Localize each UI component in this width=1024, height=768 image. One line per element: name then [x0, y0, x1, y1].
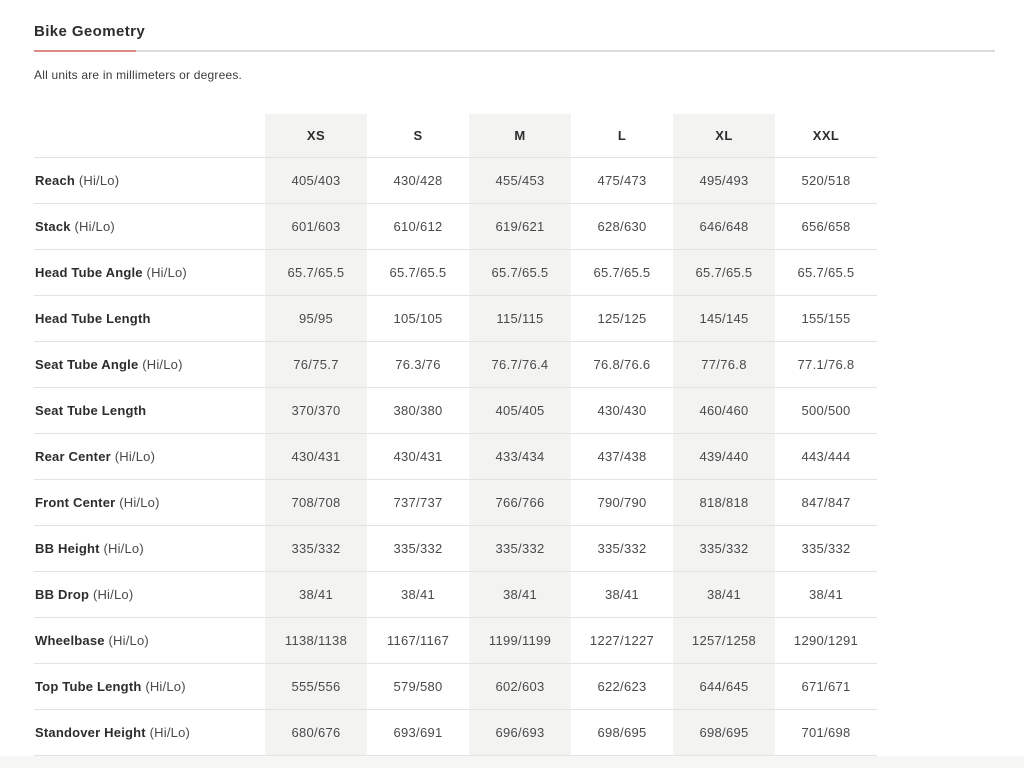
table-row	[34, 341, 877, 387]
column-header-xxl: XXL	[812, 127, 840, 143]
row-label	[34, 387, 265, 433]
cell-value: 335/332	[673, 525, 775, 571]
column-header-s: S	[413, 127, 423, 143]
cell-value: 405/405	[469, 387, 571, 433]
table-row	[34, 203, 877, 249]
row-label-name: Head Tube Length	[35, 310, 151, 326]
cell-value: 335/332	[393, 540, 443, 556]
cell-value: 65.7/65.5	[673, 249, 775, 295]
table-corner-cell	[34, 114, 265, 157]
cell-value: 644/645	[673, 663, 775, 709]
cell-value: 335/332	[469, 525, 571, 571]
cell-value: 65.7/65.5	[469, 249, 571, 295]
row-label-suffix: (Hi/Lo)	[119, 494, 160, 510]
row-label-suffix: (Hi/Lo)	[108, 632, 149, 648]
cell-value: 680/676	[265, 709, 367, 755]
cell-value: 847/847	[801, 494, 851, 510]
row-label	[34, 663, 265, 709]
cell-value: 105/105	[393, 310, 443, 326]
cell-value: 38/41	[604, 586, 640, 602]
row-label-suffix: (Hi/Lo)	[114, 448, 156, 464]
row-label-name: BB Drop	[35, 586, 90, 602]
cell-value: 65.7/65.5	[593, 264, 651, 280]
cell-value: 555/556	[265, 663, 367, 709]
row-label	[34, 157, 265, 203]
row-label-suffix: (Hi/Lo)	[74, 218, 115, 234]
row-label	[34, 479, 265, 525]
column-header-xl: XL	[673, 114, 775, 157]
cell-value: 155/155	[801, 310, 851, 326]
row-label-name: BB Height	[35, 540, 100, 556]
cell-value: 38/41	[265, 571, 367, 617]
cell-value: 38/41	[808, 586, 844, 602]
cell-value: 77/76.8	[673, 341, 775, 387]
table-row	[34, 479, 877, 525]
cell-value: 693/691	[393, 724, 443, 740]
row-label-suffix: (Hi/Lo)	[149, 724, 191, 740]
cell-value: 38/41	[673, 571, 775, 617]
cell-value: 335/332	[597, 540, 647, 556]
page-title: Bike Geometry	[34, 23, 146, 40]
row-label-name: Seat Tube Angle	[35, 356, 139, 372]
column-header-xs: XS	[265, 114, 367, 157]
cell-value: 619/621	[469, 203, 571, 249]
cell-value: 38/41	[469, 571, 571, 617]
bottom-strip	[0, 756, 1024, 768]
row-label-suffix: (Hi/Lo)	[146, 264, 187, 280]
cell-value: 701/698	[801, 724, 851, 740]
row-label-name: Front Center	[35, 494, 116, 510]
cell-value: 1138/1138	[265, 617, 367, 663]
cell-value: 335/332	[265, 525, 367, 571]
cell-value: 65.7/65.5	[797, 264, 855, 280]
cell-value: 145/145	[673, 295, 775, 341]
cell-value: 76.7/76.4	[469, 341, 571, 387]
cell-value: 628/630	[597, 218, 647, 234]
column-header-m: M	[469, 114, 571, 157]
cell-value: 698/695	[673, 709, 775, 755]
row-label	[34, 571, 265, 617]
cell-value: 1167/1167	[386, 632, 450, 648]
row-label	[34, 433, 265, 479]
cell-value: 460/460	[673, 387, 775, 433]
row-label-suffix: (Hi/Lo)	[78, 172, 120, 188]
row-label	[34, 203, 265, 249]
row-label-name: Wheelbase	[35, 632, 105, 648]
cell-value: 696/693	[469, 709, 571, 755]
row-label	[34, 709, 265, 755]
cell-value: 602/603	[469, 663, 571, 709]
cell-value: 790/790	[597, 494, 647, 510]
table-header-row	[34, 114, 877, 157]
cell-value: 737/737	[393, 494, 443, 510]
table-row	[34, 709, 877, 755]
cell-value: 430/428	[393, 172, 443, 188]
cell-value: 76/75.7	[265, 341, 367, 387]
row-label-suffix: (Hi/Lo)	[142, 356, 183, 372]
table-row	[34, 295, 877, 341]
cell-value: 125/125	[597, 310, 647, 326]
cell-value: 439/440	[673, 433, 775, 479]
row-label-name: Standover Height	[35, 724, 146, 740]
row-label	[34, 295, 265, 341]
cell-value: 1199/1199	[469, 617, 571, 663]
cell-value: 579/580	[393, 678, 443, 694]
cell-value: 443/444	[801, 448, 851, 464]
table-row	[34, 433, 877, 479]
row-label-name: Top Tube Length	[35, 678, 142, 694]
table-row	[34, 663, 877, 709]
row-label	[34, 341, 265, 387]
cell-value: 455/453	[469, 157, 571, 203]
cell-value: 818/818	[673, 479, 775, 525]
cell-value: 77.1/76.8	[797, 356, 855, 372]
cell-value: 65.7/65.5	[265, 249, 367, 295]
table-row	[34, 525, 877, 571]
cell-value: 38/41	[400, 586, 436, 602]
cell-value: 95/95	[265, 295, 367, 341]
row-label-name: Stack	[35, 218, 71, 234]
cell-value: 76.8/76.6	[593, 356, 651, 372]
row-label-suffix: (Hi/Lo)	[92, 586, 134, 602]
cell-value: 500/500	[801, 402, 851, 418]
cell-value: 430/431	[265, 433, 367, 479]
table-row	[34, 249, 877, 295]
table-row	[34, 387, 877, 433]
cell-value: 495/493	[673, 157, 775, 203]
cell-value: 370/370	[265, 387, 367, 433]
cell-value: 1257/1258	[673, 617, 775, 663]
row-label-name: Seat Tube Length	[35, 402, 147, 418]
column-header-l: L	[617, 127, 627, 143]
cell-value: 610/612	[393, 218, 443, 234]
cell-value: 766/766	[469, 479, 571, 525]
cell-value: 430/431	[393, 448, 443, 464]
cell-value: 380/380	[393, 402, 443, 418]
cell-value: 335/332	[801, 540, 851, 556]
title-divider-accent	[34, 50, 136, 52]
row-label-name: Head Tube Angle	[35, 264, 143, 280]
units-note: All units are in millimeters or degrees.	[34, 68, 243, 82]
row-label	[34, 617, 265, 663]
cell-value: 65.7/65.5	[389, 264, 447, 280]
cell-value: 520/518	[801, 172, 851, 188]
row-label-suffix: (Hi/Lo)	[145, 678, 186, 694]
cell-value: 433/434	[469, 433, 571, 479]
cell-value: 437/438	[597, 448, 647, 464]
cell-value: 1290/1291	[793, 632, 859, 648]
table-row	[34, 617, 877, 663]
cell-value: 601/603	[265, 203, 367, 249]
cell-value: 656/658	[801, 218, 851, 234]
row-label	[34, 525, 265, 571]
table-row	[34, 157, 877, 203]
cell-value: 622/623	[597, 678, 647, 694]
cell-value: 1227/1227	[589, 632, 655, 648]
cell-value: 475/473	[597, 172, 647, 188]
cell-value: 671/671	[801, 678, 851, 694]
cell-value: 646/648	[673, 203, 775, 249]
geometry-table	[34, 114, 877, 756]
cell-value: 115/115	[469, 295, 571, 341]
table-body	[34, 157, 877, 755]
row-label-name: Rear Center	[35, 448, 111, 464]
row-label-suffix: (Hi/Lo)	[103, 540, 144, 556]
cell-value: 430/430	[597, 402, 647, 418]
cell-value: 76.3/76	[395, 356, 441, 372]
cell-value: 698/695	[597, 724, 647, 740]
row-label	[34, 249, 265, 295]
cell-value: 708/708	[265, 479, 367, 525]
row-label-name: Reach	[35, 172, 76, 188]
title-divider	[34, 50, 995, 52]
table-row	[34, 571, 877, 617]
cell-value: 405/403	[265, 157, 367, 203]
